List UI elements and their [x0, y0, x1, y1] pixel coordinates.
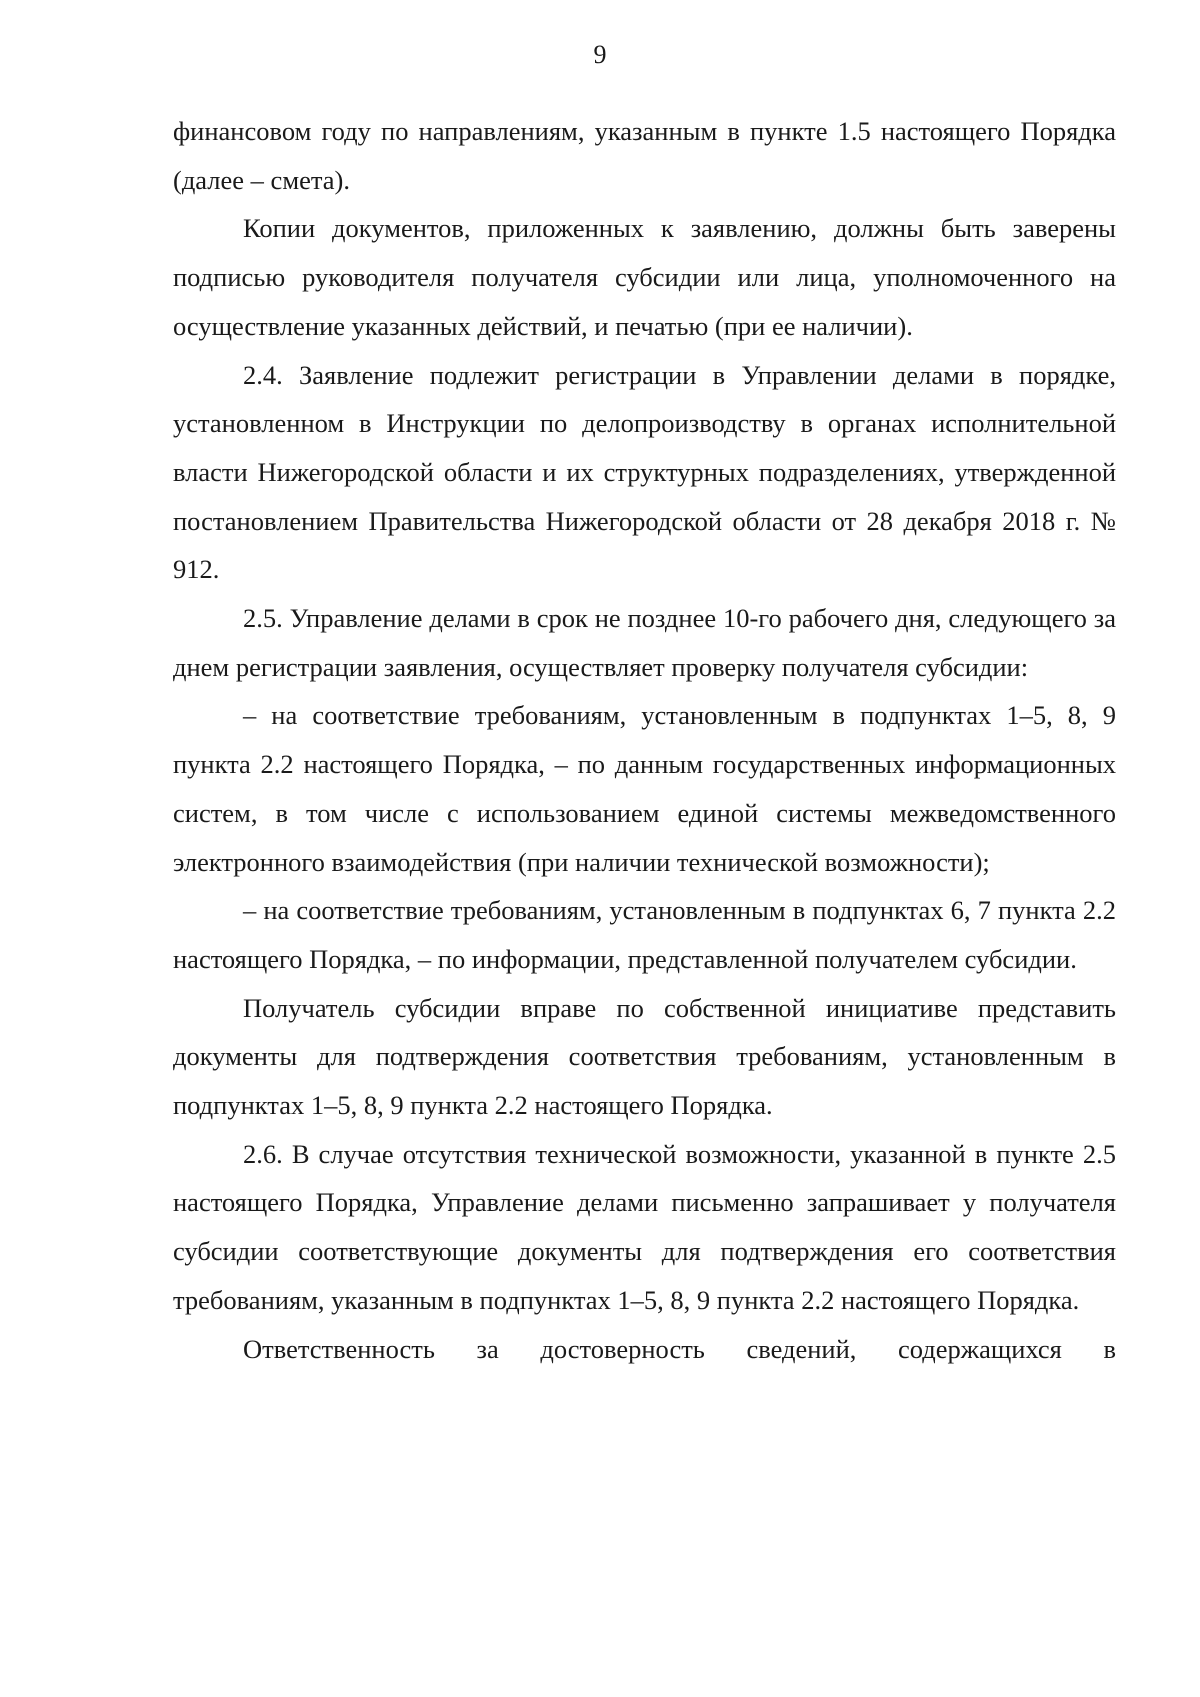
paragraph-check-item-1: – на соответствие требованиям, установленным в подпунктах 1–5, 8, 9 пункта 2.2 настоящего Порядка, – по данным государственных информационных систем, в том числе с использованием единой системы межведомственного электронного взаимодействия (при наличии технической возможности); [173, 700, 1116, 877]
paragraph-check-item-2: – на соответствие требованиям, установленным в подпунктах 6, 7 пункта 2.2 настоящего Порядка, – по информации, представленной получателем субсидии. [173, 895, 1116, 974]
paragraph-clause-2-5: 2.5. Управление делами в срок не позднее 10-го рабочего дня, следующего за днем регистрации заявления, осуществляет проверку получателя субсидии: [173, 603, 1116, 682]
paragraph-own-initiative: Получатель субсидии вправе по собственной инициативе представить документы для подтверждения соответствия требованиям, установленным в подпунктах 1–5, 8, 9 пункта 2.2 настоящего Порядка. [173, 992, 1116, 1121]
paragraph-copies-certification: Копии документов, приложенных к заявлению, должны быть заверены подписью руководителя получателя субсидии или лица, уполномоченного на осуществление указанных действий, и печатью (при ее наличии). [173, 213, 1116, 341]
page-number: 9 [593, 40, 607, 69]
document-body [173, 107, 1116, 1373]
paragraph-clause-2-6: 2.6. В случае отсутствия технической возможности, указанной в пункте 2.5 настоящего Порядка, Управление делами письменно запрашивает у получателя субсидии соответствующие документы для подтверждения его соответствия требованиям, указанным в подпунктах 1–5, 8, 9 пункта 2.2 настоящего Порядка. [173, 1138, 1116, 1315]
paragraph-clause-2-4: 2.4. Заявление подлежит регистрации в Управлении делами в порядке, установленном в Инструкции по делопроизводству в органах исполнительной власти Нижегородской области и их структурных подразделениях, утвержденной постановлением Правительства Нижегородской области от 28 декабря 2018 г. № 912. [173, 359, 1116, 585]
paragraph-responsibility: Ответственность за достоверность сведений, содержащихся в [243, 1333, 1116, 1364]
paragraph-continuation: финансовом году по направлениям, указанным в пункте 1.5 настоящего Порядка (далее – смета). [173, 116, 1116, 195]
